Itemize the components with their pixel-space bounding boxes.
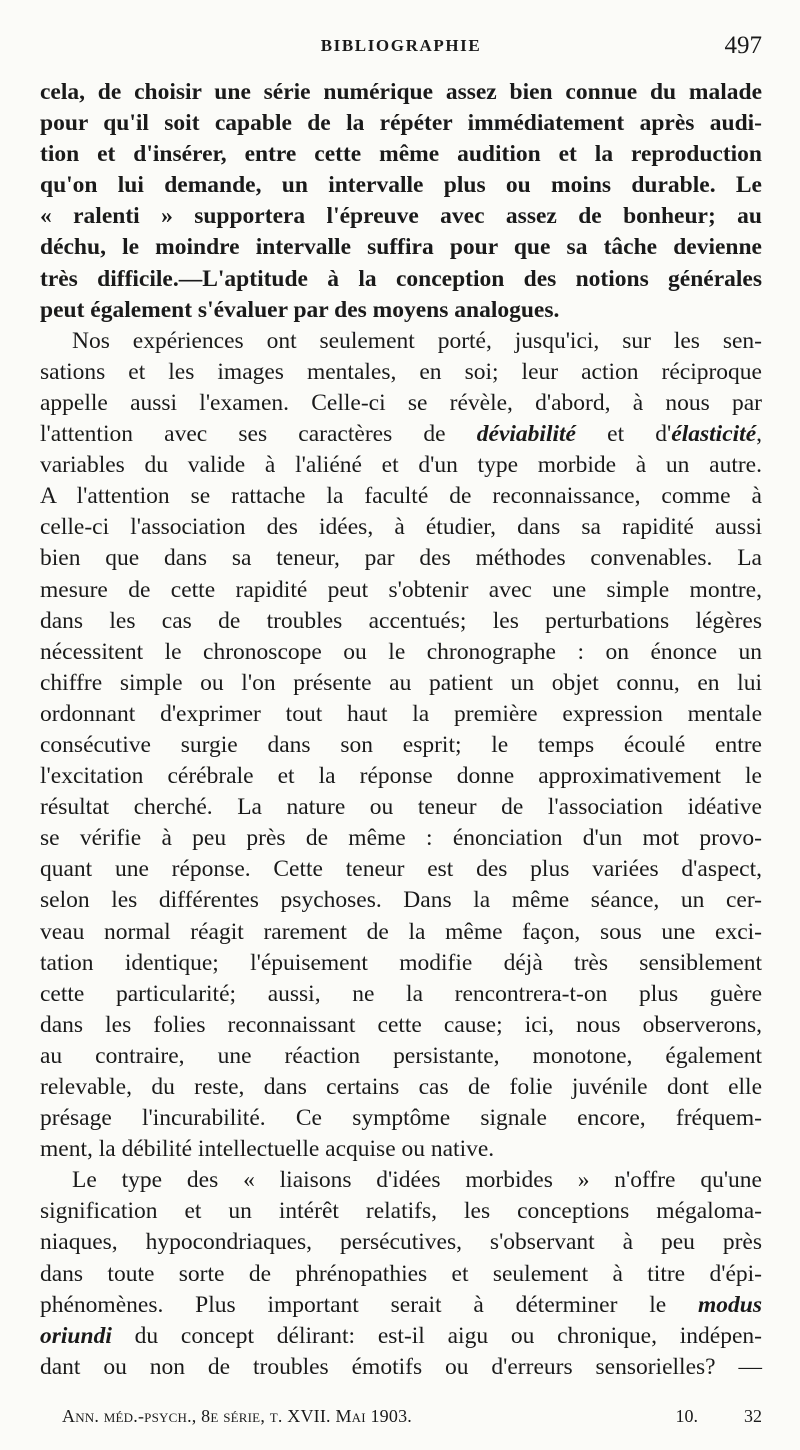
text-line-12-start: l'attention avec ses caractères de [40, 421, 477, 448]
italic-deviabilite: déviabilité [476, 421, 576, 448]
text-line-21: ordonnant d'exprimer tout haut la première expression mentale [40, 700, 762, 727]
text-line-40 [40, 1290, 762, 1321]
italic-elasticite: élasticité [671, 421, 757, 448]
italic-modus: modus [698, 1291, 762, 1318]
text-line-34: présage l'incurabilité. Ce symptôme signale encore, fréquem- [40, 1105, 762, 1132]
running-head [40, 32, 762, 66]
page-footer [40, 1406, 762, 1436]
text-line-3: tion et d'insérer, entre cette même audition et la reproduction [40, 141, 762, 168]
text-line-36: Le type des « liaisons d'idées morbides » n'offre qu'une [72, 1167, 762, 1194]
text-line-15: celle-ci l'association des idées, à étudier, dans sa rapidité aussi [40, 514, 762, 541]
text-line-12 [40, 419, 762, 450]
text-line-33: relevable, du reste, dans certains cas de folie juvénile dont elle [40, 1074, 762, 1100]
text-line-35: ment, la débilité intellectuelle acquise ou native. [40, 1136, 495, 1163]
text-line-23: l'excitation cérébrale et la réponse donne approximativement le [40, 763, 762, 790]
text-line-13: variables du valide à l'aliéné et d'un type morbide à un autre. [40, 452, 762, 479]
text-line-2: pour qu'il soit capable de la répéter immédiatement après audi- [40, 110, 762, 137]
text-line-10: sations et les images mentales, en soi; leur action réciproque [40, 358, 762, 385]
text-line-24: résultat cherché. La nature ou teneur de l'association idéative [40, 794, 762, 821]
text-line-8: peut également s'évaluer par des moyens analogues. [40, 296, 560, 323]
text-line-29: tation identique; l'épuisement modifie déjà très sensiblement [40, 949, 762, 976]
text-line-28: veau normal réagit rarement de la même façon, sous une exci- [40, 918, 762, 945]
text-line-41-end: du concept délirant: est-il aigu ou chronique, indépen- [111, 1322, 762, 1349]
text-line-6: déchu, le moindre intervalle suffira pour que sa tâche devienne [40, 234, 762, 261]
text-line-12-end: , [756, 421, 763, 448]
text-line-7: très difficile.—L'aptitude à la conception des notions générales [40, 265, 762, 292]
text-line-16: bien que dans sa teneur, par des méthodes convenables. La [40, 545, 762, 572]
text-line-37: signification et un intérêt relatifs, les conceptions mégaloma- [40, 1198, 762, 1225]
page-number: 497 [724, 32, 762, 59]
text-line-12-mid: et d' [575, 421, 672, 448]
text-line-9: Nos expériences ont seulement porté, jusqu'ici, sur les sen- [72, 327, 762, 354]
text-line-20: chiffre simple ou l'on présente au patient un objet connu, en lui [40, 669, 762, 696]
text-line-31: dans les folies reconnaissant cette cause; ici, nous observerons, [40, 1011, 762, 1038]
signature-mark: 10. [675, 1406, 698, 1426]
text-line-41 [40, 1321, 762, 1352]
italic-oriundi: oriundi [40, 1322, 112, 1349]
text-line-40-start: phénomènes. Plus important serait à déterminer le [40, 1291, 698, 1318]
text-line-42: dant ou non de troubles émotifs ou d'erreurs sensorielles? — [40, 1353, 762, 1380]
text-line-25: se vérifie à peu près de même : énonciation d'un mot provo- [40, 825, 762, 852]
text-line-5: « ralenti » supportera l'épreuve avec assez de bonheur; au [40, 203, 762, 230]
text-line-11: appelle aussi l'examen. Celle-ci se révèle, d'abord, à nous par [40, 389, 762, 416]
text-line-18: dans les cas de troubles accentués; les perturbations légères [40, 607, 762, 634]
text-line-27: selon les différentes psychoses. Dans la même séance, un cer- [40, 887, 762, 914]
journal-citation: Ann. méd.-psych., 8e série, t. XVII. Mai 1903. [62, 1406, 412, 1426]
text-line-32: au contraire, une réaction persistante, monotone, également [40, 1042, 762, 1069]
text-line-39: dans toute sorte de phrénopathies et seulement à titre d'épi- [40, 1260, 762, 1287]
text-line-4: qu'on lui demande, un intervalle plus ou moins durable. Le [40, 172, 762, 199]
text-line-17: mesure de cette rapidité peut s'obtenir avec une simple montre, [40, 576, 762, 603]
body-text [40, 77, 762, 1383]
sheet-number: 32 [744, 1406, 762, 1426]
text-line-22: consécutive surgie dans son esprit; le temps écoulé entre [40, 731, 762, 758]
text-line-1: cela, de choisir une série numérique assez bien connue du malade [40, 79, 762, 105]
text-line-38: niaques, hypocondriaques, persécutives, s'observant à peu près [40, 1229, 762, 1256]
text-line-19: nécessitent le chronoscope ou le chronographe : on énonce un [40, 638, 762, 665]
running-title: BIBLIOGRAPHIE [320, 36, 482, 55]
text-line-14: A l'attention se rattache la faculté de reconnaissance, comme à [40, 483, 762, 510]
text-line-26: quant une réponse. Cette teneur est des plus variées d'aspect, [40, 856, 762, 883]
text-line-30: cette particularité; aussi, ne la rencontrera-t-on plus guère [40, 980, 762, 1007]
